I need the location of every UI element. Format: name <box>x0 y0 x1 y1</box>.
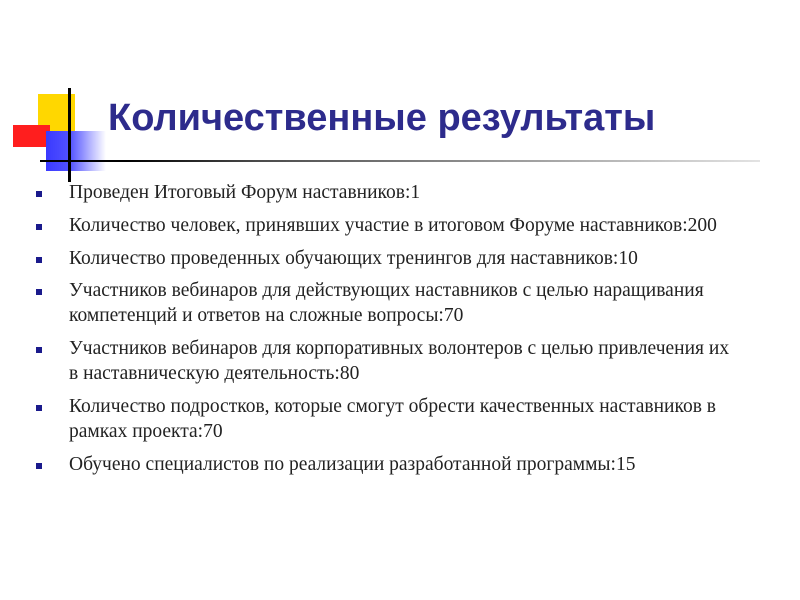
title-underline <box>40 160 760 162</box>
bullet-text: Количество человек, принявших участие в итоговом Форуме наставников:200 <box>69 214 717 236</box>
bullet-marker <box>36 191 42 197</box>
red-square <box>13 125 50 147</box>
bullet-list <box>36 180 736 485</box>
bullet-marker <box>36 289 42 295</box>
slide-title: Количественные результаты <box>108 97 656 139</box>
bullet-marker <box>36 257 42 263</box>
bullet-item <box>36 213 736 238</box>
bullet-marker <box>36 463 42 469</box>
bullet-text: Обучено специалистов по реализации разработанной программы:15 <box>69 453 636 475</box>
bullet-text: Участников вебинаров для действующих наставников с целью наращивания компетенций и ответов на сложные вопросы:70 <box>69 280 704 327</box>
bullet-item <box>36 278 736 328</box>
bullet-text: Проведен Итоговый Форум наставников:1 <box>69 182 421 203</box>
bullet-item <box>36 336 736 386</box>
bullet-marker <box>36 405 42 411</box>
bullet-item <box>36 452 736 477</box>
bullet-item <box>36 180 736 205</box>
bullet-text: Участников вебинаров для корпоративных волонтеров с целью привлечения их в наставническую деятельность:80 <box>69 338 730 385</box>
bullet-marker <box>36 224 42 230</box>
bullet-item <box>36 394 736 444</box>
vertical-rule <box>68 88 71 182</box>
blue-gradient-square <box>46 131 106 171</box>
bullet-item <box>36 246 736 271</box>
bullet-marker <box>36 347 42 353</box>
bullet-text: Количество подростков, которые смогут обрести качественных наставников в рамках проекта:70 <box>69 395 717 442</box>
bullet-text: Количество проведенных обучающих тренингов для наставников:10 <box>69 247 638 269</box>
